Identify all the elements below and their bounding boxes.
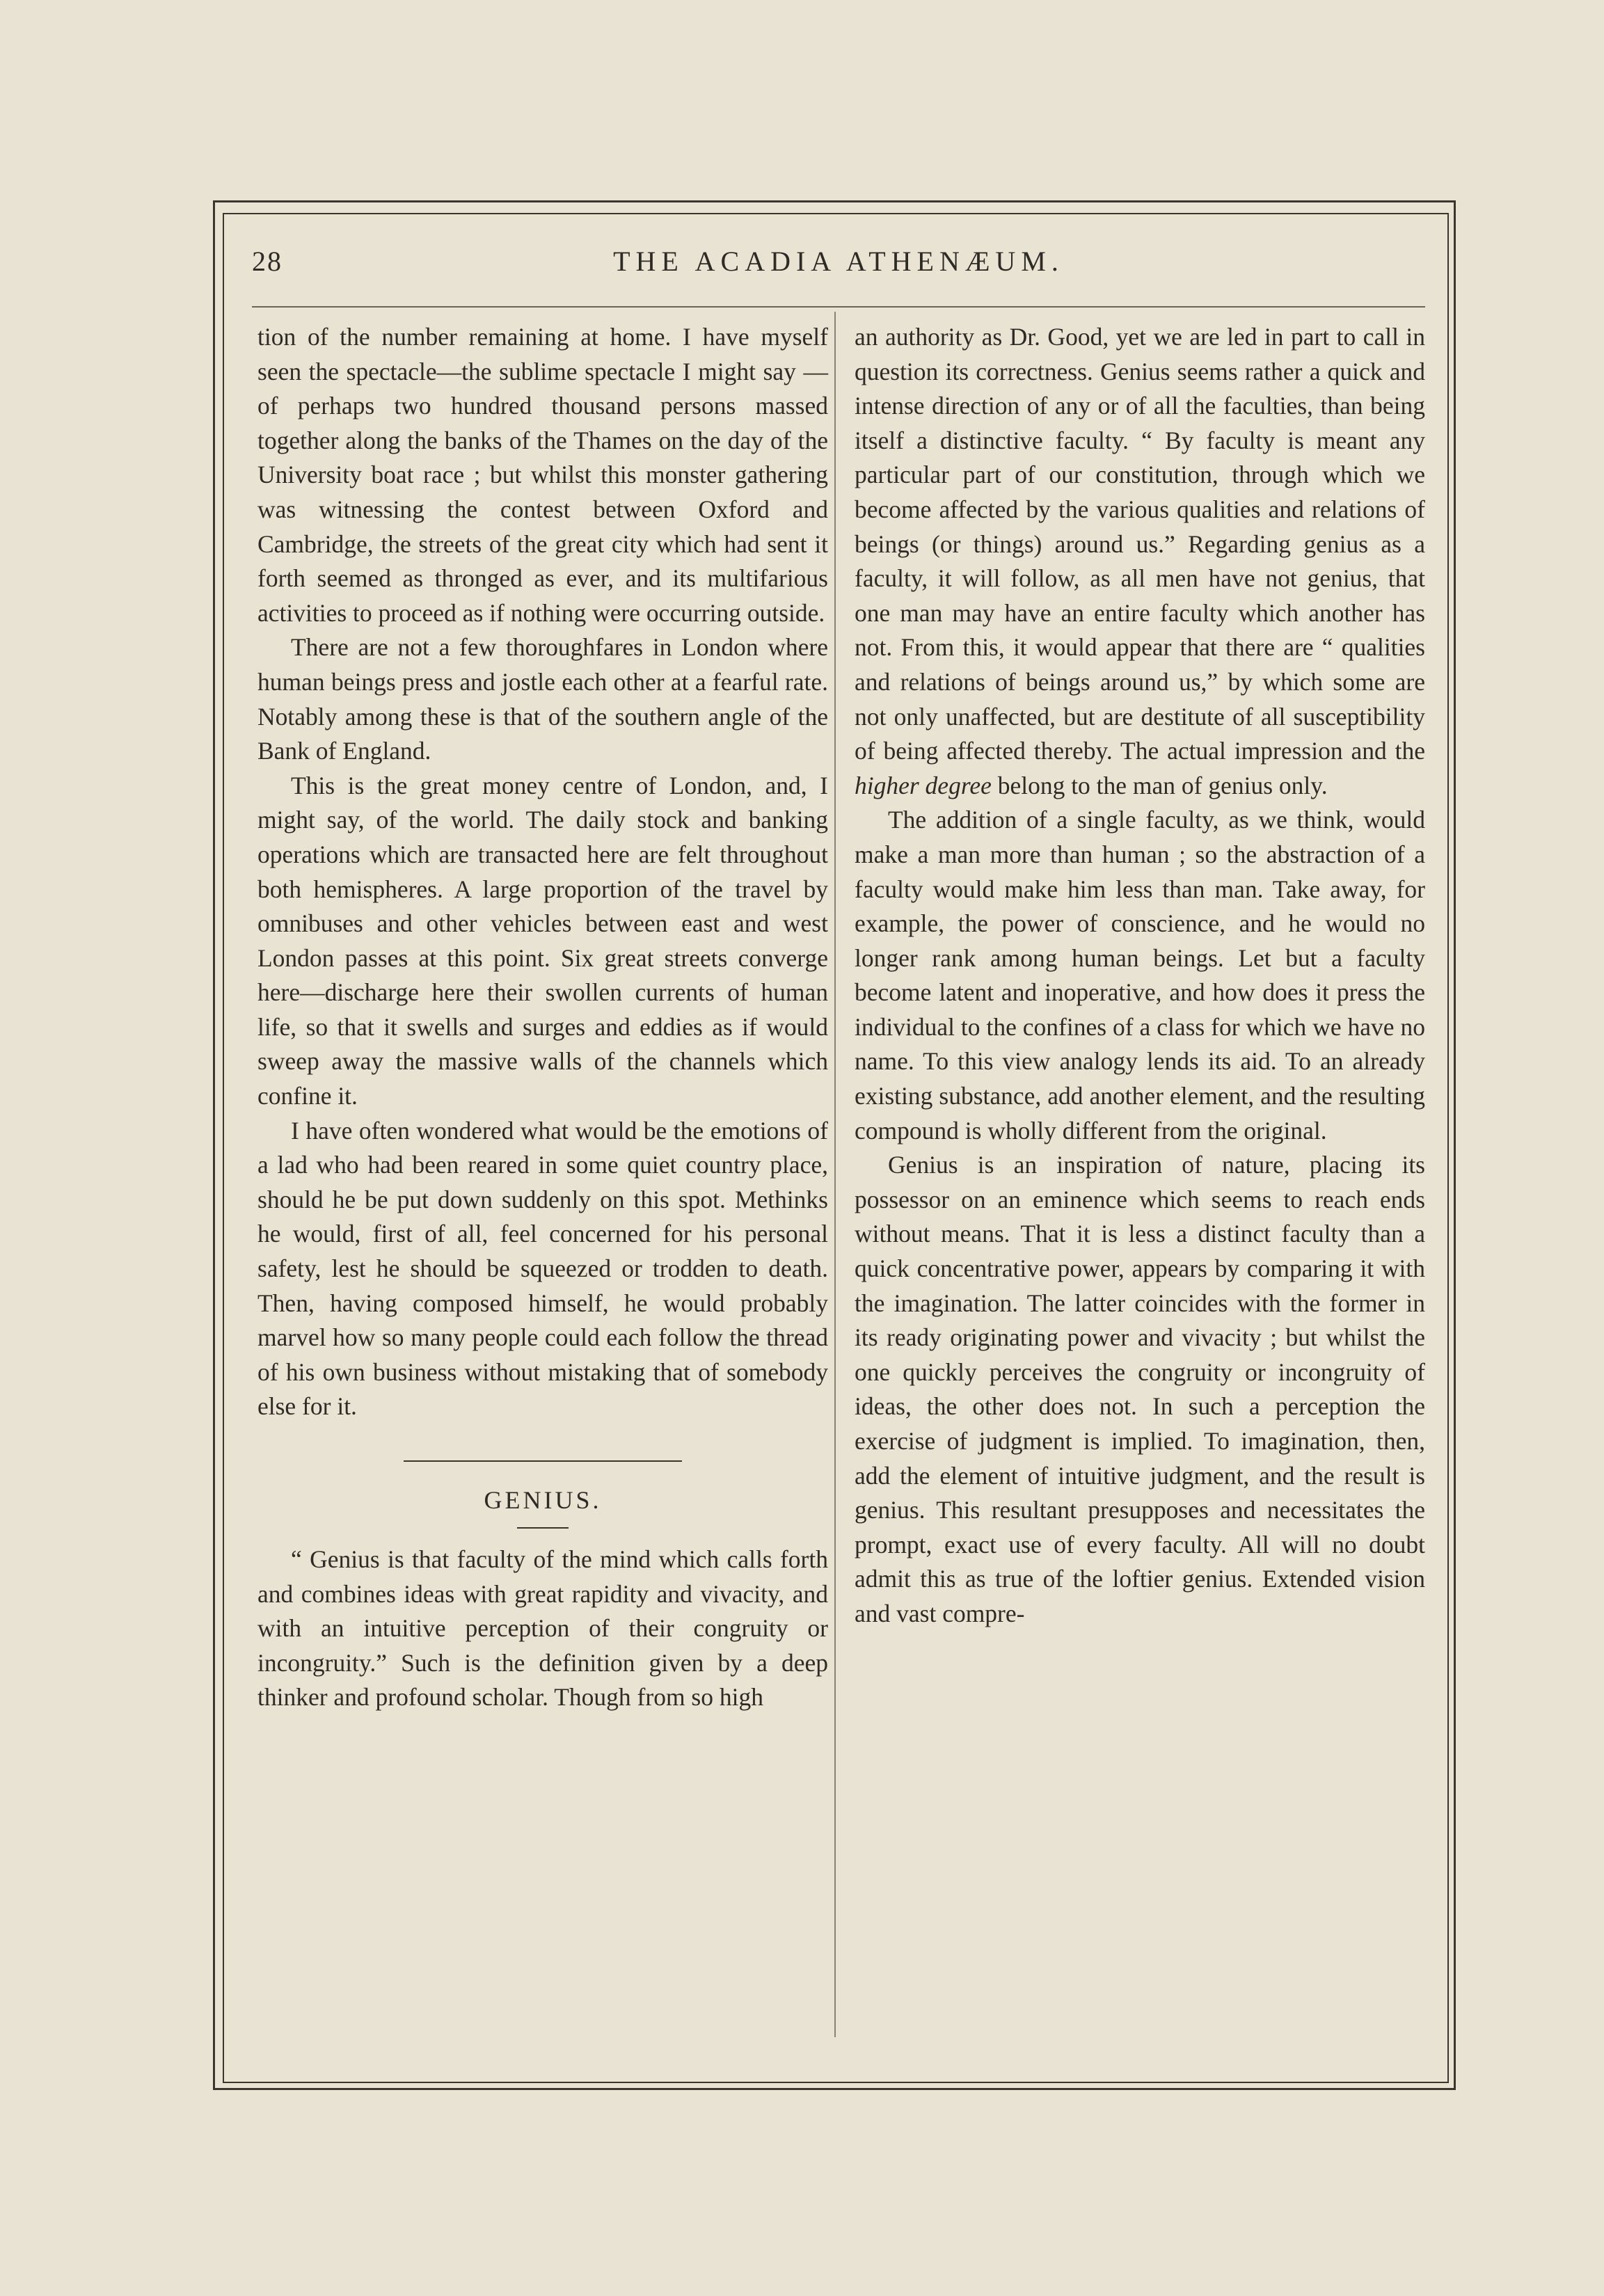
paragraph: Genius is an inspiration of nature, placing its possessor on an eminence which seems to reach ends without means. That it is less a distinct faculty than a quick concentrative power, appears by comparing it with the imagination. The latter coincides with the former in its ready originating power and vivacity ; but whilst the one quickly perceives the congruity or incongruity of ideas, the other does not. In such a perception the exercise of judgment is implied. To imagination, then, add the element of intuitive judgment, and the result is genius. This resultant presupposes and necessitates the prompt, exact use of every faculty. All will no doubt admit this as true of the loftier genius. Extended vision and vast compre- <box>855 1151 1425 1627</box>
right-column <box>855 320 1425 1632</box>
page-number: 28 <box>252 246 283 277</box>
paragraph-text: belong to the man of genius only. <box>997 771 1328 799</box>
heading-underline <box>517 1527 569 1529</box>
paragraph <box>855 320 1425 803</box>
section-heading: GENIUS. <box>484 1486 602 1514</box>
italic-phrase: higher degree <box>855 771 992 799</box>
journal-title: THE ACADIA ATHENÆUM. <box>613 246 1064 277</box>
paragraph-text: an authority as Dr. Good, yet we are led in part to call in question its correctness. Genius seems rather a quick and intense direction of any or of all the faculties, than being itself a distinctive faculty. “ By faculty is meant any particular part of our constitution, through which we become affected by the various qualities and relations of beings (or things) around us.” Regarding genius as a faculty, it will follow, as all men have not genius, that one man may have an entire faculty which another has not. From this, it would appear that there are “ qualities and relations of beings around us,” by which some are not only unaffected, but are destitute of all susceptibility of being affected thereby. The actual impression and the <box>855 323 1425 765</box>
header-rule <box>252 306 1425 308</box>
paragraph: tion of the number remaining at home. I have myself seen the spectacle—the sublime spectacle I might say — of perhaps two hundred thousand persons massed together along the banks of the Thames on the day of the University boat race ; but whilst this monster gathering was witnessing the contest between Oxford and Cambridge, the streets of the great city which had sent it forth seemed as thronged as ever, and its multifarious activities to proceed as if nothing were occurring outside. <box>257 323 828 627</box>
paragraph: I have often wondered what would be the emotions of a lad who had been reared in some quiet country place, should he be put down suddenly on this spot. Methinks he would, first of all, feel concerned for his personal safety, lest he should be squeezed or trodden to death. Then, having composed himself, he would probably marvel how so many people could each follow the thread of his own business without mistaking that of somebody else for it. <box>257 1116 828 1421</box>
running-header <box>252 245 1425 280</box>
left-column <box>257 320 828 1715</box>
paragraph: “ Genius is that faculty of the mind which calls forth and combines ideas with great rapidity and vivacity, and with an intuitive perception of their congruity or incongruity.” Such is the definition given by a deep thinker and profound scholar. Though from so high <box>257 1545 828 1712</box>
paragraph: There are not a few thoroughfares in London where human beings press and jostle each other at a fearful rate. Notably among these is that of the southern angle of the Bank of England. <box>257 633 828 765</box>
section-divider <box>404 1460 682 1462</box>
column-divider <box>834 312 836 2037</box>
paragraph: The addition of a single faculty, as we think, would make a man more than human ; so the abstraction of a faculty would make him less than man. Take away, for example, the power of conscience, and he would no longer rank among human beings. Let but a faculty become latent and inoperative, and how does it press the individual to the confines of a class for which we have no name. To this view analogy lends its aid. To an already existing substance, add another element, and the resulting compound is wholly different from the original. <box>855 806 1425 1145</box>
paragraph: This is the great money centre of London, and, I might say, of the world. The daily stock and banking operations which are transacted here are felt throughout both hemispheres. A large proportion of the travel by omnibuses and other vehicles between east and west London passes at this point. Six great streets converge here—discharge here their swollen currents of human life, so that it swells and surges and eddies as if would sweep away the massive walls of the channels which confine it. <box>257 771 828 1110</box>
